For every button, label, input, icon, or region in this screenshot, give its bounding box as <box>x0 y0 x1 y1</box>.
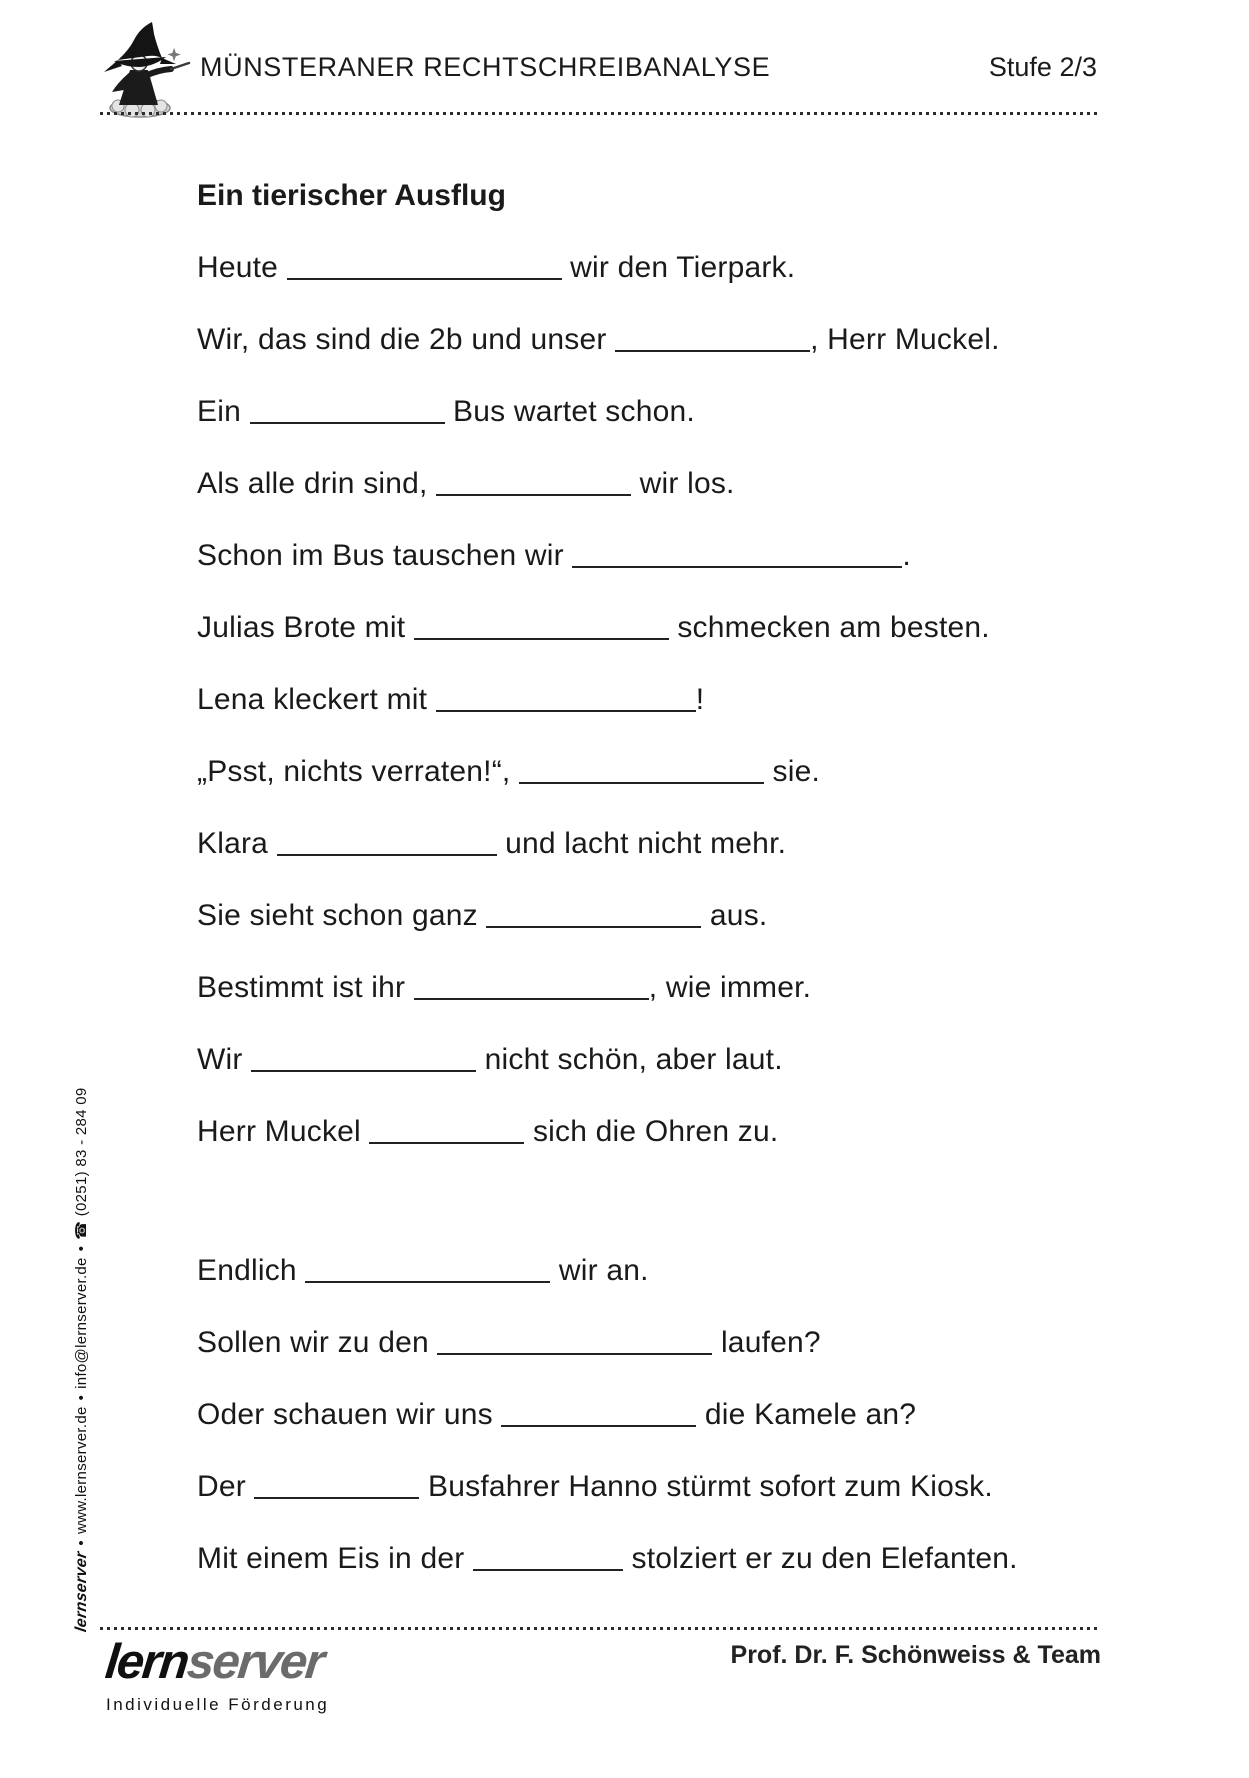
sentence-line <box>197 376 1177 448</box>
dotted-divider-top <box>100 111 1100 115</box>
fill-in-blank <box>305 1276 550 1283</box>
bullet-separator: • <box>73 1394 90 1401</box>
witch-mascot-icon <box>88 20 200 120</box>
fill-in-blank <box>436 705 696 712</box>
fill-in-blank <box>437 1348 712 1355</box>
fill-in-blank <box>615 345 810 352</box>
sentence-line <box>197 664 1177 736</box>
sentence-line <box>197 952 1177 1024</box>
fill-in-blank <box>254 1492 419 1499</box>
sentence-line <box>197 592 1177 664</box>
bullet-separator: • <box>73 1540 90 1546</box>
sentence-line <box>197 304 1177 376</box>
sentence-line <box>197 1307 1177 1379</box>
sentence-text: sie. <box>763 755 820 788</box>
sentence-text: Ein <box>197 395 250 428</box>
fill-in-blank <box>287 273 562 280</box>
sentence-text: stolziert er zu den Elefanten. <box>622 1542 1018 1575</box>
logo-tagline: Individuelle Förderung <box>106 1695 330 1714</box>
sidebar-email: info@lernserver.de <box>73 1257 90 1389</box>
fill-in-blank <box>369 1137 524 1144</box>
sidebar-logo: lernserver <box>73 1550 90 1634</box>
sentence-text: die Kamele an? <box>696 1398 917 1431</box>
sentence-text: aus. <box>701 899 768 932</box>
sentence-line <box>197 736 1177 808</box>
fill-in-blank <box>436 489 631 496</box>
sentence-text: und lacht nicht mehr. <box>496 827 787 860</box>
sentence-text: Lena kleckert mit <box>197 683 436 716</box>
sentence-text: Bus wartet schon. <box>444 395 695 428</box>
logo-text-server: server <box>184 1635 326 1689</box>
fill-in-blank <box>486 921 701 928</box>
sidebar-contact-info <box>72 1087 91 1632</box>
sentence-line <box>197 448 1177 520</box>
sidebar-phone: (0251) 83 - 284 09 <box>73 1087 90 1217</box>
lernserver-logo <box>102 1635 326 1689</box>
fill-in-blank <box>414 993 649 1000</box>
logo-text-lern: lern <box>102 1635 191 1689</box>
sentence-text: , Herr Muckel. <box>810 323 1000 356</box>
bullet-separator: • <box>73 1245 90 1252</box>
sentence-text: Endlich <box>197 1254 306 1287</box>
sentence-text: Wir, das sind die 2b und unser <box>197 323 616 356</box>
fill-in-blank <box>572 561 902 568</box>
sentence-text: Sollen wir zu den <box>197 1326 438 1359</box>
sentence-text: Busfahrer Hanno stürmt sofort zum Kiosk. <box>419 1470 993 1503</box>
sentence-line <box>197 1523 1177 1595</box>
sentence-line <box>197 1235 1177 1307</box>
sentence-text: wir an. <box>550 1254 649 1287</box>
sentence-text: Julias Brote mit <box>197 611 414 644</box>
sentence-text: Klara <box>197 827 277 860</box>
sentence-text: Bestimmt ist ihr <box>197 971 414 1004</box>
sentence-text: , wie immer. <box>648 971 812 1004</box>
sentence-text: Der <box>197 1470 255 1503</box>
fill-in-blank <box>414 633 669 640</box>
sentence-line <box>197 1024 1177 1096</box>
level-label: Stufe 2/3 <box>988 52 1097 82</box>
sentence-text: laufen? <box>712 1326 821 1359</box>
sentence-text: schmecken am besten. <box>668 611 990 644</box>
sentence-text: Sie sieht schon ganz <box>197 899 487 932</box>
sentence-text: Heute <box>197 251 287 284</box>
sentence-text: wir den Tierpark. <box>561 251 796 284</box>
sentence-text: wir los. <box>631 467 735 500</box>
fill-in-blank <box>519 777 764 784</box>
sentence-text: nicht schön, aber laut. <box>476 1043 783 1076</box>
fill-in-blank <box>473 1564 623 1571</box>
sentence-text: . <box>902 539 911 572</box>
sentence-text: Herr Muckel <box>197 1115 370 1148</box>
sentence-line <box>197 1451 1177 1523</box>
sentence-line <box>197 1096 1177 1168</box>
sentence-text: Als alle drin sind, <box>197 467 437 500</box>
worksheet-lines <box>197 232 1177 1595</box>
fill-in-blank <box>250 417 445 424</box>
fill-in-blank <box>251 1065 476 1072</box>
sidebar-website: www.lernserver.de <box>73 1406 90 1535</box>
fill-in-blank <box>277 849 497 856</box>
sentence-text: „Psst, nichts verraten!“, <box>197 755 519 788</box>
dotted-divider-bottom <box>100 1626 1100 1630</box>
worksheet-title: Ein tierischer Ausflug <box>197 179 506 212</box>
fill-in-blank <box>501 1420 696 1427</box>
sentence-text: sich die Ohren zu. <box>524 1115 779 1148</box>
sentence-text: ! <box>695 683 705 716</box>
sentence-line <box>197 808 1177 880</box>
document-title: MÜNSTERANER RECHTSCHREIBANALYSE <box>200 52 771 82</box>
phone-icon: ☎ <box>73 1220 90 1240</box>
sentence-line <box>197 232 1177 304</box>
author-credit: Prof. Dr. F. Schönweiss & Team <box>730 1641 1101 1669</box>
sentence-text: Wir <box>197 1043 252 1076</box>
sentence-line <box>197 1379 1177 1451</box>
sentence-text: Mit einem Eis in der <box>197 1542 473 1575</box>
sentence-text: Oder schauen wir uns <box>197 1398 502 1431</box>
worksheet-content <box>197 160 1177 1595</box>
sentence-line <box>197 520 1177 592</box>
sentence-text: Schon im Bus tauschen wir <box>197 539 573 572</box>
sentence-line <box>197 880 1177 952</box>
